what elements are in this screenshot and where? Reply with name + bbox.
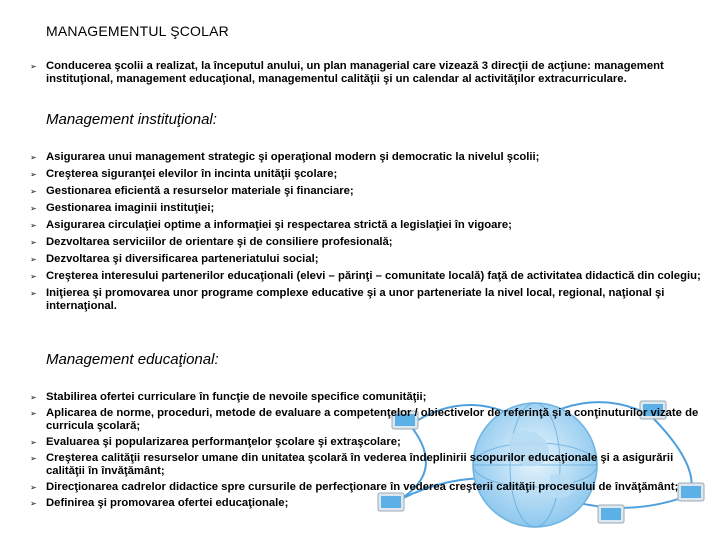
list-item-text: Creşterea interesului partenerilor educaţionali (elevi – părinţi – comunitate locală) faţă de activitatea didactică din colegiu; — [46, 270, 701, 282]
arrow-bullet-icon: ➢ — [30, 438, 37, 447]
list-item — [0, 202, 720, 215]
list-item — [0, 168, 720, 181]
list-item-text: Direcţionarea cadrelor didactice spre cursurile de perfecţionare în vederea creşterii calităţii procesului de învăţământ; — [46, 481, 679, 493]
arrow-bullet-icon: ➢ — [30, 393, 37, 402]
arrow-bullet-icon: ➢ — [30, 238, 37, 247]
list-item-text: Stabilirea ofertei curriculare în funcţie de nevoile specifice comunităţii; — [46, 391, 427, 403]
list-item-text: Evaluarea şi popularizarea performanţelor şcolare şi extraşcolare; — [46, 436, 401, 448]
list-item-text: Asigurarea circulaţiei optime a informaţiei şi respectarea strictă a legislaţiei în vigoare; — [46, 219, 512, 231]
intro-list — [0, 60, 720, 86]
section-heading-educational: Management educaţional: — [46, 351, 219, 368]
list-item — [0, 151, 720, 164]
list-item-text: Dezvoltarea serviciilor de orientare şi de consiliere profesională; — [46, 236, 393, 248]
educational-list — [0, 391, 720, 513]
arrow-bullet-icon: ➢ — [30, 204, 37, 213]
list-item — [0, 481, 720, 494]
arrow-bullet-icon: ➢ — [30, 483, 37, 492]
page-title: MANAGEMENTUL ŞCOLAR — [46, 23, 229, 39]
list-item-text: Definirea şi promovarea ofertei educaţionale; — [46, 497, 289, 509]
arrow-bullet-icon: ➢ — [30, 187, 37, 196]
arrow-bullet-icon: ➢ — [30, 454, 37, 463]
list-item — [0, 436, 720, 449]
list-item-text: Creşterea siguranţei elevilor în incinta unităţii şcolare; — [46, 168, 338, 180]
list-item — [0, 185, 720, 198]
arrow-bullet-icon: ➢ — [30, 499, 37, 508]
list-item — [0, 497, 720, 510]
list-item — [0, 407, 720, 433]
list-item — [0, 270, 720, 283]
arrow-bullet-icon: ➢ — [30, 289, 37, 298]
institutional-list — [0, 151, 720, 317]
section-heading-institutional: Management instituţional: — [46, 111, 217, 128]
list-item-text: Creşterea calităţii resurselor umane din unitatea şcolară în vederea îndeplinirii scopurilor educaţionale şi a asigurării calităţii în învăţământ; — [46, 452, 674, 477]
arrow-bullet-icon: ➢ — [30, 409, 37, 418]
list-item — [0, 287, 720, 313]
list-item — [0, 219, 720, 232]
list-item — [0, 253, 720, 266]
list-item — [0, 236, 720, 249]
list-item-text: Gestionarea imaginii instituţiei; — [46, 202, 215, 214]
arrow-bullet-icon: ➢ — [30, 272, 37, 281]
list-item-text: Iniţierea şi promovarea unor programe complexe educative şi a unor parteneriate la nivel local, regional, naţional şi internaţional. — [46, 287, 665, 312]
arrow-bullet-icon: ➢ — [30, 170, 37, 179]
intro-text: Conducerea şcolii a realizat, la începutul anului, un plan managerial care vizează 3 direcţii de acţiune: management instituţional, management educaţional, managementul calităţii şi un calendar al activităţilor extracurriculare. — [46, 60, 664, 85]
list-item-text: Dezvoltarea şi diversificarea parteneriatului social; — [46, 253, 319, 265]
list-item — [0, 452, 720, 478]
list-item-text: Asigurarea unui management strategic şi operaţional modern şi democratic la nivelul şcolii; — [46, 151, 540, 163]
list-item-text: Gestionarea eficientă a resurselor materiale şi financiare; — [46, 185, 354, 197]
list-item — [0, 60, 720, 86]
arrow-bullet-icon: ➢ — [30, 153, 37, 162]
arrow-bullet-icon: ➢ — [30, 62, 37, 71]
arrow-bullet-icon: ➢ — [30, 255, 37, 264]
list-item — [0, 391, 720, 404]
arrow-bullet-icon: ➢ — [30, 221, 37, 230]
list-item-text: Aplicarea de norme, proceduri, metode de evaluare a competenţelor / obiectivelor de referinţă şi a conţinuturilor vizate de curricula şcolară; — [46, 407, 699, 432]
